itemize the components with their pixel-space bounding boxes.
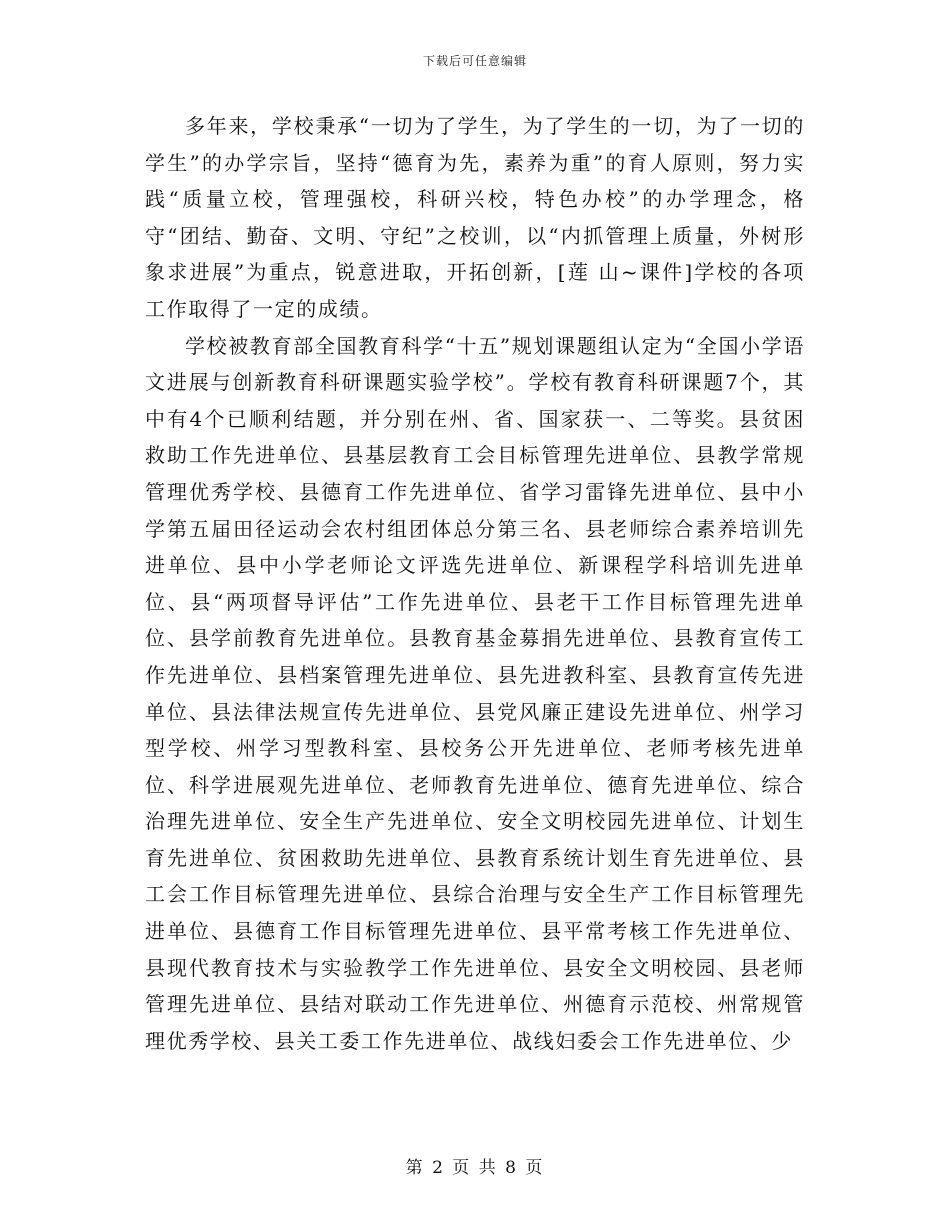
page-number-footer: 第 2 页 共 8 页 <box>405 1158 545 1178</box>
document-body <box>145 108 805 1059</box>
paragraph-school-philosophy: 多年来，学校秉承“一切为了学生，为了学生的一切，为了一切的学生”的办学宗旨，坚持“德育为先，素养为重”的育人原则，努力实践“质量立校，管理强校，科研兴校，特色办校”的办学理念，格守“团结、勤奋、文明、守纪”之校训，以“内抓管理上质量，外树形象求进展”为重点，锐意进取，开拓创新，[莲 山~课件]学校的各项工作取得了一定的成绩。 <box>145 114 805 321</box>
paragraph-school-honors: 学校被教育部全国教育科学“十五”规划课题组认定为“全国小学语文进展与创新教育科研课题实验学校”。学校有教育科研课题7个，其中有4个已顺利结题，并分别在州、省、国家获一、二等奖。县贫困救助工作先进单位、县基层教育工会目标管理先进单位、县教学常规管理优秀学校、县德育工作先进单位、省学习雷锋先进单位、县中小学第五届田径运动会农村组团体总分第三名、县老师综合素养培训先进单位、县中小学老师论文评选先进单位、新课程学科培训先进单位、县“两项督导评估”工作先进单位、县老干工作目标管理先进单位、县学前教育先进单位。县教育基金募捐先进单位、县教育宣传工作先进单位、县档案管理先进单位、县先进教科室、县教育宣传先进单位、县法律法规宣传先进单位、县党风廉正建设先进单位、州学习型学校、州学习型教科室、县校务公开先进单位、老师考核先进单位、科学进展观先进单位、老师教育先进单位、德育先进单位、综合治理先进单位、安全生产先进单位、安全文明校园先进单位、计划生育先进单位、贫困救助先进单位、县教育系统计划生育先进单位、县工会工作目标管理先进单位、县综合治理与安全生产工作目标管理先进单位、县德育工作目标管理先进单位、县平常考核工作先进单位、县现代教育技术与实验教学工作先进单位、县安全文明校园、县老师管理先进单位、县结对联动工作先进单位、州德育示范校、州常规管理优秀学校、县关工委工作先进单位、战线妇委会工作先进单位、少 <box>145 333 805 1053</box>
page-header: 下载后可任意编辑 <box>422 54 527 68</box>
